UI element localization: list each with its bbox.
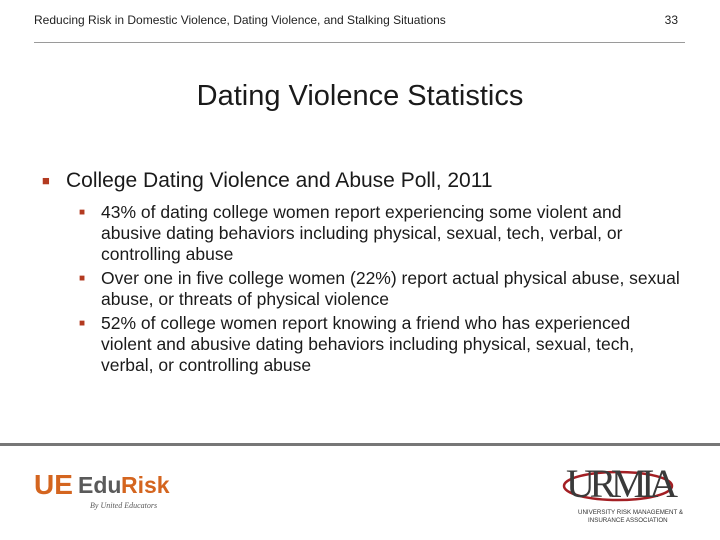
- svg-text:URMIA: URMIA: [566, 461, 678, 506]
- header-divider: [34, 42, 685, 43]
- edurisk-logo: [34, 464, 184, 514]
- sub-bullet-item: [79, 268, 682, 310]
- page-number: 33: [664, 13, 678, 27]
- svg-text:By United Educators: By United Educators: [90, 501, 158, 510]
- svg-text:UNIVERSITY RISK MANAGEMENT &: UNIVERSITY RISK MANAGEMENT &: [578, 509, 683, 516]
- slide-title: Dating Violence Statistics: [196, 80, 524, 112]
- square-bullet-icon: ■: [42, 173, 50, 188]
- urmia-logo: [560, 450, 690, 528]
- sub-bullet-item: [79, 313, 682, 376]
- square-bullet-icon: ■: [79, 318, 86, 329]
- sub-bullet-text: Over one in five college women (22%) report actual physical abuse, sexual abuse, or threats of physical violence: [101, 268, 680, 309]
- svg-text:INSURANCE ASSOCIATION: INSURANCE ASSOCIATION: [588, 517, 668, 524]
- sub-bullet-text: 43% of dating college women report experiencing some violent and abusive dating behaviors including physical, sexual, tech, verbal, or controlling abuse: [101, 202, 623, 264]
- slide-body: [42, 168, 682, 379]
- square-bullet-icon: ■: [79, 273, 86, 284]
- bullet-item: [42, 168, 682, 194]
- bullet-text: College Dating Violence and Abuse Poll, 2011: [66, 169, 493, 192]
- square-bullet-icon: ■: [79, 207, 86, 218]
- header-title: Reducing Risk in Domestic Violence, Dating Violence, and Stalking Situations: [34, 13, 446, 27]
- svg-text:Edu: Edu: [78, 472, 122, 498]
- sub-bullet-text: 52% of college women report knowing a friend who has experienced violent and abusive dating behaviors including physical, sexual, tech, verbal, or controlling abuse: [101, 313, 635, 375]
- svg-text:UE: UE: [34, 469, 73, 500]
- svg-text:Risk: Risk: [121, 472, 170, 498]
- footer-divider: [0, 443, 720, 446]
- sub-bullet-list: [42, 202, 682, 376]
- sub-bullet-item: [79, 202, 682, 265]
